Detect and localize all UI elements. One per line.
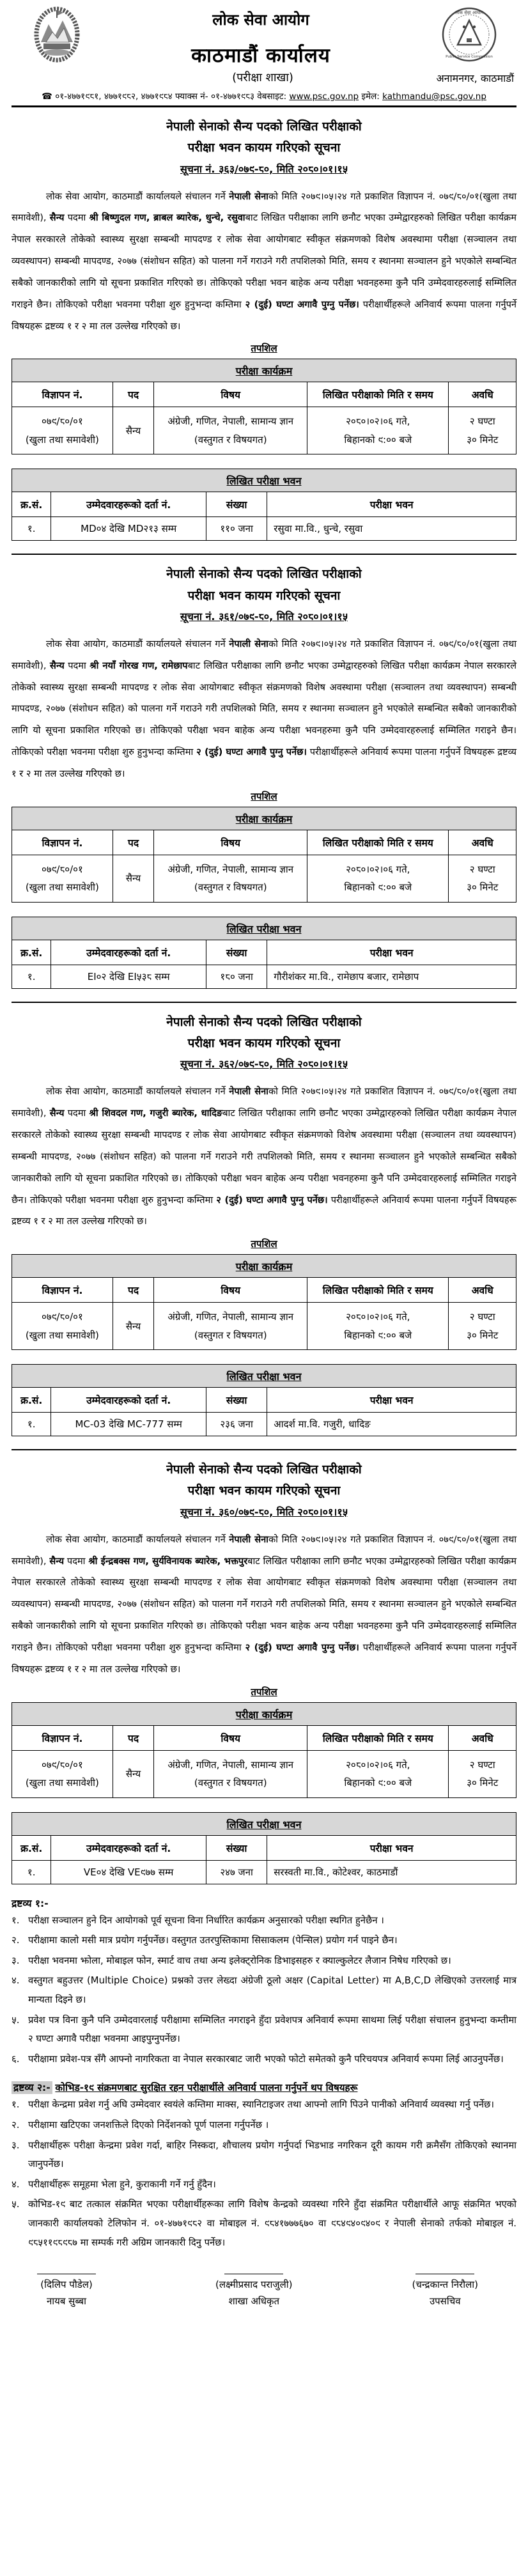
table-row xyxy=(12,407,516,454)
list-item: ३. परीक्षा भवनमा झोला, मोबाइल फोन, स्मार्ट वाच तथा अन्य इलेक्ट्रोनिक डिभाइसहरु र क्याल्कुलेटर लैजान निषेध गरिएको छ। xyxy=(12,1955,451,1966)
notes2-heading-row xyxy=(12,2080,516,2094)
duration-cell: २ घण्टा ३० मिनेट xyxy=(449,407,516,454)
signatory-title: नायब सुब्बा xyxy=(46,2295,87,2308)
post-cell: सैन्य xyxy=(113,1303,153,1350)
exam-schedule-table xyxy=(12,830,516,903)
col-advert-no: विज्ञापन नं. xyxy=(12,1278,113,1303)
col-serial-no: क्र.सं. xyxy=(12,940,51,965)
table-header-row xyxy=(12,1835,516,1860)
col-advert-no: विज्ञापन नं. xyxy=(12,382,113,407)
advert-no-cell: ०७९/८०/०१ (खुला तथा समावेशी) xyxy=(12,855,113,902)
notice-section-2 xyxy=(12,555,516,988)
signatory-2 xyxy=(215,2274,292,2308)
col-venue: परीक्षा भवन xyxy=(267,1835,516,1860)
exam-schedule-table xyxy=(12,1725,516,1798)
list-item: १. परीक्षा सञ्चालन हुने दिन आयोगको पूर्व सूचना विना निर्धारित कार्यक्रम अनुसारको परीक्षा स्थगित हुनेछैन । xyxy=(12,1914,384,1926)
notes-section-2 xyxy=(12,2080,516,2252)
list-item: २. परीक्षामा खटिएका जनशक्तिले दिएको निर्देशनको पूर्ण पालना गर्नुपर्नेछ । xyxy=(12,2119,269,2130)
signatory-name: (चन्द्रकान्त निरौला) xyxy=(412,2279,478,2291)
email-label: इमेल: xyxy=(361,91,380,102)
signatory-name: (लक्ष्मीप्रसाद पराजुली) xyxy=(215,2279,293,2291)
notice-title-line2: परीक्षा भवन कायम गरिएको सूचना xyxy=(187,1036,341,1051)
signatory-title: उपसचिव xyxy=(429,2295,461,2308)
registration-no-cell: MD०४ देखि MD२१३ सम्म xyxy=(51,517,206,541)
list-item: १. परीक्षा केन्द्रमा प्रवेश गर्नु अघि उम्मेदवार स्वयंले कम्तिमा माक्स, स्यानिटाइजर तथा आफ्नो लागि पिउने पानीको अनिवार्य व्यवस्था गर्नु पर्नेछ। xyxy=(12,2099,494,2111)
website-link[interactable]: www.psc.gov.np xyxy=(289,91,359,102)
count-cell: २४७ जना xyxy=(206,1860,267,1884)
col-registration-no: उम्मेदवारहरूको दर्ता नं. xyxy=(51,1388,206,1413)
office-title: काठमाडौं कार्यालय xyxy=(191,44,330,67)
col-registration-no: उम्मेदवारहरूको दर्ता नं. xyxy=(51,492,206,517)
datetime-cell: २०८०।०२।०६ गते, बिहानको ९:०० बजे xyxy=(307,855,449,902)
exam-venue-table xyxy=(12,1835,516,1884)
notice-title-line1: नेपाली सेनाको सैन्य पदको लिखित परीक्षाको xyxy=(166,1014,362,1029)
notice-section-1 xyxy=(12,107,516,541)
col-subject: विषय xyxy=(154,1725,307,1750)
notes2-label: द्रष्टव्य २:- xyxy=(12,2081,52,2094)
col-exam-datetime: लिखित परीक्षाको मिति र समय xyxy=(307,830,449,855)
notes1-label: द्रष्टव्य १:- xyxy=(12,1897,49,1909)
signatory-title: शाखा अधिकृत xyxy=(228,2295,280,2308)
col-duration: अवधि xyxy=(449,1278,516,1303)
schedule-table-title: परीक्षा कार्यक्रम xyxy=(12,359,516,382)
col-duration: अवधि xyxy=(449,382,516,407)
table-header-row xyxy=(12,382,516,407)
serial-no-cell: १. xyxy=(12,1860,51,1884)
col-subject: विषय xyxy=(154,382,307,407)
notice-title-line1: नेपाली सेनाको सैन्य पदको लिखित परीक्षाको xyxy=(166,1463,362,1477)
venue-cell: गौरीशंकर मा.वि., रामेछाप बजार, रामेछाप xyxy=(267,965,516,988)
count-cell: १८० जना xyxy=(206,965,267,988)
list-item: २. परीक्षामा कालो मसी मात्र प्रयोग गर्नुपर्नेछ। वस्तुगत उतरपुस्तिकामा सिसाकलम (पेन्सिल) प्रयोग गर्न पाइने छैन। xyxy=(12,1935,398,1946)
registration-no-cell: MC-03 देखि MC-777 सम्म xyxy=(51,1413,206,1436)
notice-title-line1: नेपाली सेनाको सैन्य पदको लिखित परीक्षाको xyxy=(166,567,362,582)
duration-cell: २ घण्टा ३० मिनेट xyxy=(449,1750,516,1797)
table-header-row xyxy=(12,1388,516,1413)
notice-number: सूचना नं. ३६३/०७९-८०, मिति २०८०।०१।१५ xyxy=(180,162,348,175)
psc-seal-icon xyxy=(441,6,497,65)
tapasil-label: तपशिल xyxy=(251,790,277,802)
notice-number: सूचना नं. ३६०/०७९-८०, मिति २०८०।०१।१५ xyxy=(180,1505,348,1518)
table-header-row xyxy=(12,492,516,517)
col-post: पद xyxy=(113,1725,153,1750)
table-header-row xyxy=(12,1725,516,1750)
venue-table-title: लिखित परीक्षा भवन xyxy=(12,1812,516,1835)
col-duration: अवधि xyxy=(449,1725,516,1750)
count-cell: ११० जना xyxy=(206,517,267,541)
notice-body-paragraph: लोक सेवा आयोग, काठमाडौं कार्यालयले संचालन गर्ने नेपाली सेनाको मिति २०७९।०५।२४ गते प्रकाशित विज्ञापन नं. ०७९/८०/०१(खुला तथा समावेशी), सैन्य पदमा श्री नयाँ गोरख गण, रामेछापबाट लिखित परीक्षाका लागि छनौट भएका उम्मेद्वारहरुको लिखित परीक्षा कार्यक्रम नेपाल सरकारले तोकेको स्वास्थ्य सुरक्षा सम्बन्धी मापदण्ड र लोक सेवा आयोगबाट स्वीकृत संक्रमणको विशेष अवस्थामा परीक्षा (सञ्चालन तथा व्यवस्थापन) सम्बन्धी मापदण्ड, २०७७ (संशोधन सहित) को पालना गर्ने गराउने गरी तपशिलको मिति, समय र स्थानमा सञ्चालन हुने भएकोले सम्बन्धित सबैको जानकारीको लागि यो सूचना प्रकाशित गरिएको छ। तोकिएको परीक्षा भवन बाहेक अन्य परीक्षा भवनहरुमा कुनै पनि उम्मेदवारहरुलाई सम्मिलित गराइने छैन। तोकिएको परीक्षा भवनमा परीक्षा शुरु हुनुभन्दा कम्तिमा २ (दुई) घण्टा अगावै पुग्नु पर्नेछ। परीक्षार्थीहरूले अनिवार्य रूपमा पालना गर्नुपर्ने विषयहरू द्रष्टव्य १ र २ मा तल उल्लेख गरिएको छ। xyxy=(12,638,517,779)
notice-section-4 xyxy=(12,1450,516,1884)
schedule-table-title: परीक्षा कार्यक्रम xyxy=(12,1254,516,1277)
col-count: संख्या xyxy=(206,492,267,517)
notice-section-3 xyxy=(12,1003,516,1436)
datetime-cell: २०८०।०२।०६ गते, बिहानको ९:०० बजे xyxy=(307,1750,449,1797)
exam-venue-table xyxy=(12,492,516,541)
col-subject: विषय xyxy=(154,1278,307,1303)
table-row xyxy=(12,1303,516,1350)
datetime-cell: २०८०।०२।०६ गते, बिहानको ९:०० बजे xyxy=(307,1303,449,1350)
schedule-table-title: परीक्षा कार्यक्रम xyxy=(12,807,516,830)
table-header-row xyxy=(12,830,516,855)
nepal-coat-of-arms-icon xyxy=(33,6,81,65)
col-serial-no: क्र.सं. xyxy=(12,1388,51,1413)
svg-text:लोक सेवा आयोग: लोक सेवा आयोग xyxy=(455,10,483,15)
exam-schedule-table xyxy=(12,382,516,454)
post-cell: सैन्य xyxy=(113,1750,153,1797)
notice-body-paragraph: लोक सेवा आयोग, काठमाडौं कार्यालयले संचालन गर्ने नेपाली सेनाको मिति २०७९।०५।२४ गते प्रकाशित विज्ञापन नं. ०७९/८०/०१(खुला तथा समावेशी), सैन्य पदमा श्री बिष्णुदल गण, ब्राबल ब्यारेक, धुन्चे, रसुवाबाट लिखित परीक्षाका लागि छनौट भएका उम्मेद्वारहरुको लिखित परीक्षा कार्यक्रम नेपाल सरकारले तोकेको स्वास्थ्य सुरक्षा सम्बन्धी मापदण्ड र लोक सेवा आयोगबाट स्वीकृत संक्रमणको विशेष अवस्थामा परीक्षा (सञ्चालन तथा व्यवस्थापन) सम्बन्धी मापदण्ड, २०७७ (संशोधन सहित) को पालना गर्ने गराउने गरी तपशिलको मिति, समय र स्थानमा सञ्चालन हुने भएकोले सम्बन्धित सबैको जानकारीको लागि यो सूचना प्रकाशित गरिएको छ। तोकिएको परीक्षा भवन बाहेक अन्य परीक्षा भवनहरुमा कुनै पनि उम्मेदवारहरुलाई सम्मिलित गराइने छैन। तोकिएको परीक्षा भवनमा परीक्षा शुरु हुनुभन्दा कम्तिमा २ (दुई) घण्टा अगावै पुग्नु पर्नेछ। परीक्षार्थीहरूले अनिवार्य रूपमा पालना गर्नुपर्ने विषयहरू द्रष्टव्य १ र २ मा तल उल्लेख गरिएको छ। xyxy=(12,190,516,332)
signatory-name: (दिलिप पौडेल) xyxy=(40,2279,93,2291)
masthead xyxy=(12,5,516,68)
venue-table-title: लिखित परीक्षा भवन xyxy=(12,1364,516,1387)
exam-venue-table xyxy=(12,940,516,989)
signatory-1 xyxy=(37,2274,96,2308)
table-row xyxy=(12,965,516,988)
col-count: संख्या xyxy=(206,1388,267,1413)
phone-numbers: ०१-४७७१९८१, ४७७१९८२, ४७७१९८४ xyxy=(55,91,173,102)
tapasil-label: तपशिल xyxy=(251,343,277,355)
table-header-row xyxy=(12,940,516,965)
branch-row xyxy=(12,70,516,85)
contact-line xyxy=(12,90,516,102)
office-address: अनामनगर, काठमाडौं xyxy=(436,72,515,84)
col-exam-datetime: लिखित परीक्षाको मिति र समय xyxy=(307,1725,449,1750)
schedule-table-title: परीक्षा कार्यक्रम xyxy=(12,1702,516,1725)
notice-title-line1: नेपाली सेनाको सैन्य पदको लिखित परीक्षाको xyxy=(166,120,362,134)
serial-no-cell: १. xyxy=(12,1413,51,1436)
col-count: संख्या xyxy=(206,1835,267,1860)
notice-number: सूचना नं. ३६१/०७९-८०, मिति २०८०।०१।१५ xyxy=(180,610,348,623)
count-cell: २३६ जना xyxy=(206,1413,267,1436)
col-duration: अवधि xyxy=(449,830,516,855)
col-advert-no: विज्ञापन नं. xyxy=(12,1725,113,1750)
svg-text:Public Service Commission: Public Service Commission xyxy=(446,55,493,59)
notice-title-line2: परीक्षा भवन कायम गरिएको सूचना xyxy=(187,1484,341,1498)
advert-no-cell: ०७९/८०/०१ (खुला तथा समावेशी) xyxy=(12,1750,113,1797)
venue-cell: आदर्श मा.वि. गजुरी, धादिङ xyxy=(267,1413,516,1436)
list-item: ४. परीक्षार्थीहरू समूहमा भेला हुने, कुराकानी गर्ने गर्नु हुँदैन। xyxy=(12,2178,216,2190)
branch-label: (परीक्षा शाखा) xyxy=(232,71,293,84)
notice-body-paragraph: लोक सेवा आयोग, काठमाडौं कार्यालयले संचालन गर्ने नेपाली सेनाको मिति २०७९।०५।२४ गते प्रकाशित विज्ञापन नं. ०७९/८०/०१(खुला तथा समावेशी), सैन्य पदमा श्री शिवदल गण, गजुरी ब्यारेक, धादिङबाट लिखित परीक्षाका लागि छनौट भएका उम्मेद्वारहरुको लिखित परीक्षा कार्यक्रम नेपाल सरकारले तोकेको स्वास्थ्य सुरक्षा सम्बन्धी मापदण्ड र लोक सेवा आयोगबाट स्वीकृत संक्रमणको विशेष अवस्थामा परीक्षा (सञ्चालन तथा व्यवस्थापन) सम्बन्धी मापदण्ड, २०७७ (संशोधन सहित) को पालना गर्ने गराउने गरी तपशिलको मिति, समय र स्थानमा सञ्चालन हुने भएकोले सम्बन्धित सबैको जानकारीको लागि यो सूचना प्रकाशित गरिएको छ। तोकिएको परीक्षा भवन बाहेक अन्य परीक्षा भवनहरुमा कुनै पनि उम्मेदवारहरुलाई सम्मिलित गराइने छैन। तोकिएको परीक्षा भवनमा परीक्षा शुरु हुनुभन्दा कम्तिमा २ (दुई) घण्टा अगावै पुग्नु पर्नेछ। परीक्षार्थीहरूले अनिवार्य रूपमा पालना गर्नुपर्ने विषयहरू द्रष्टव्य १ र २ मा तल उल्लेख गरिएको छ। xyxy=(12,1086,516,1227)
post-cell: सैन्य xyxy=(113,407,153,454)
notice-title-line2: परीक्षा भवन कायम गरिएको सूचना xyxy=(187,141,341,155)
list-item: ५. प्रवेश पत्र विना कुनै पनि उम्मेदवारलाई परीक्षामा सम्मिलित नगराइने हुँदा प्रवेशपत्र अनिवार्य रूपमा साथमा लिई परीक्षा संचालन हुनुभन्दा कम्तीमा २ घण्टा अगावै परीक्षा भवनमा आइपुग्नुपर्नेछ। xyxy=(12,2014,516,2045)
website-label: वेबसाइट: xyxy=(257,91,287,102)
notice-number: सूचना नं. ३६२/०७९-८०, मिति २०८०।०१।१५ xyxy=(180,1058,348,1071)
duration-cell: २ घण्टा ३० मिनेट xyxy=(449,1303,516,1350)
list-item: ६. परीक्षामा प्रवेश-पत्र सँगै आफ्नो नागरिकता वा नेपाल सरकारबाट जारी भएको फोटो समेतको कुनै परिचयपत्र अनिवार्य रूपमा लिई आउनुपर्नेछ। xyxy=(12,2053,504,2065)
col-venue: परीक्षा भवन xyxy=(267,1388,516,1413)
col-registration-no: उम्मेदवारहरूको दर्ता नं. xyxy=(51,940,206,965)
col-serial-no: क्र.सं. xyxy=(12,492,51,517)
table-row xyxy=(12,1750,516,1797)
subject-cell: अंग्रेजी, गणित, नेपाली, सामान्य ज्ञान (वस्तुगत र विषयगत) xyxy=(154,855,307,902)
venue-cell: रसुवा मा.वि., धुन्चे, रसुवा xyxy=(267,517,516,541)
signatory-3 xyxy=(412,2274,478,2308)
table-row xyxy=(12,1413,516,1436)
col-registration-no: उम्मेदवारहरूको दर्ता नं. xyxy=(51,1835,206,1860)
fax-number: फ्याक्स नं- ०१-४७७१९८३ xyxy=(175,91,254,102)
org-title: लोक सेवा आयोग xyxy=(212,11,309,29)
serial-no-cell: १. xyxy=(12,517,51,541)
duration-cell: २ घण्टा ३० मिनेट xyxy=(449,855,516,902)
datetime-cell: २०८०।०२।०६ गते, बिहानको ९:०० बजे xyxy=(307,407,449,454)
post-cell: सैन्य xyxy=(113,855,153,902)
notes-section-1 xyxy=(12,1896,516,2069)
list-item: ४. वस्तुगत बहुउत्तर (Multiple Choice) प्रश्नको उत्तर लेख्दा अंग्रेजी ठूलो अक्षर (Capital Letter) मा A,B,C,D लेखिएको उत्तरलाई मात्र मान्यता दिइने छ। xyxy=(12,1975,516,2005)
col-exam-datetime: लिखित परीक्षाको मिति र समय xyxy=(307,1278,449,1303)
col-post: पद xyxy=(113,1278,153,1303)
notice-body-paragraph: लोक सेवा आयोग, काठमाडौं कार्यालयले संचालन गर्ने नेपाली सेनाको मिति २०७९।०५।२४ गते प्रकाशित विज्ञापन नं. ०७९/८०/०१(खुला तथा समावेशी), सैन्य पदमा श्री ईन्द्रबक्स गण, सुर्यविनायक ब्यारेक, भक्तपुरबाट लिखित परीक्षाका लागि छनौट भएका उम्मेद्वारहरुको लिखित परीक्षा कार्यक्रम नेपाल सरकारले तोकेको स्वास्थ्य सुरक्षा सम्बन्धी मापदण्ड र लोक सेवा आयोगबाट स्वीकृत संक्रमणको विशेष अवस्थामा परीक्षा (सञ्चालन तथा व्यवस्थापन) सम्बन्धी मापदण्ड, २०७७ (संशोधन सहित) को पालना गर्ने गराउने गरी तपशिलको मिति, समय र स्थानमा सञ्चालन हुने भएकोले सम्बन्धित सबैको जानकारीको लागि यो सूचना प्रकाशित गरिएको छ। तोकिएको परीक्षा भवन बाहेक अन्य परीक्षा भवनहरुमा कुनै पनि उम्मेदवारहरुलाई सम्मिलित गराइने छैन। तोकिएको परीक्षा भवनमा परीक्षा शुरु हुनुभन्दा कम्तिमा २ (दुई) घण्टा अगावै पुग्नु पर्नेछ। परीक्षार्थीहरूले अनिवार्य रूपमा पालना गर्नुपर्ने विषयहरू द्रष्टव्य १ र २ मा तल उल्लेख गरिएको छ। xyxy=(12,1533,516,1675)
col-venue: परीक्षा भवन xyxy=(267,940,516,965)
tapasil-label: तपशिल xyxy=(251,1238,277,1250)
table-header-row xyxy=(12,1278,516,1303)
col-venue: परीक्षा भवन xyxy=(267,492,516,517)
list-item: ३. परीक्षार्थीहरू परीक्षा केन्द्रमा प्रवेश गर्दा, बाहिर निस्कदा, शौचालय प्रयोग गर्नुपर्दा भिडभाड नगरिकन दूरी कायम गरी क्रमैसँग तोकिएको स्थानमा जानुपर्नेछ। xyxy=(12,2139,516,2170)
subject-cell: अंग्रेजी, गणित, नेपाली, सामान्य ज्ञान (वस्तुगत र विषयगत) xyxy=(154,407,307,454)
col-subject: विषय xyxy=(154,830,307,855)
tapasil-label: तपशिल xyxy=(251,1686,277,1698)
subject-cell: अंग्रेजी, गणित, नेपाली, सामान्य ज्ञान (वस्तुगत र विषयगत) xyxy=(154,1303,307,1350)
table-row xyxy=(12,855,516,902)
col-post: पद xyxy=(113,382,153,407)
col-serial-no: क्र.सं. xyxy=(12,1835,51,1860)
email-link[interactable]: kathmandu@psc.gov.np xyxy=(382,91,486,102)
advert-no-cell: ०७९/८०/०१ (खुला तथा समावेशी) xyxy=(12,1303,113,1350)
col-advert-no: विज्ञापन नं. xyxy=(12,830,113,855)
table-row xyxy=(12,1860,516,1884)
signature-block xyxy=(12,2274,516,2308)
serial-no-cell: १. xyxy=(12,965,51,988)
advert-no-cell: ०७९/८०/०१ (खुला तथा समावेशी) xyxy=(12,407,113,454)
venue-table-title: लिखित परीक्षा भवन xyxy=(12,469,516,492)
list-item: ५. कोभिड-१९ बाट तत्काल संक्रमित भएका परीक्षार्थीहरूका लागि विशेष केन्द्रको व्यवस्था गरिने हुँदा संक्रमित परीक्षार्थीले आफू संक्रमित भएको जानकारी कार्यालयको टेलिफोन नं. ०१-४७७१९८२ वा मोबाइल नं. ९८४१७७७६७० वा ९८४९४०९४०९ र नेपाली सेनाको तर्फको मोबाइल नं. ९८५११९८९८७ मा सम्पर्क गरी अग्रिम जानकारी दिनु पर्नेछ। xyxy=(12,2199,516,2248)
exam-schedule-table xyxy=(12,1277,516,1350)
phone-icon: ☎ xyxy=(42,91,52,102)
col-post: पद xyxy=(113,830,153,855)
col-exam-datetime: लिखित परीक्षाको मिति र समय xyxy=(307,382,449,407)
notice-title-line2: परीक्षा भवन कायम गरिएको सूचना xyxy=(187,588,341,603)
venue-table-title: लिखित परीक्षा भवन xyxy=(12,917,516,940)
registration-no-cell: EI०२ देखि EI५३८ सम्म xyxy=(51,965,206,988)
registration-no-cell: VE०४ देखि VE९७७ सम्म xyxy=(51,1860,206,1884)
venue-cell: सरस्वती मा.वि., कोटेश्वर, काठमाडौं xyxy=(267,1860,516,1884)
notes2-heading: कोभिड-१९ संक्रमणबाट सुरक्षित रहन परीक्षार्थीले अनिवार्य पालना गर्नुपर्ने थप विषयहरू xyxy=(55,2082,358,2094)
col-count: संख्या xyxy=(206,940,267,965)
subject-cell: अंग्रेजी, गणित, नेपाली, सामान्य ज्ञान (वस्तुगत र विषयगत) xyxy=(154,1750,307,1797)
exam-venue-table xyxy=(12,1387,516,1436)
table-row xyxy=(12,517,516,541)
